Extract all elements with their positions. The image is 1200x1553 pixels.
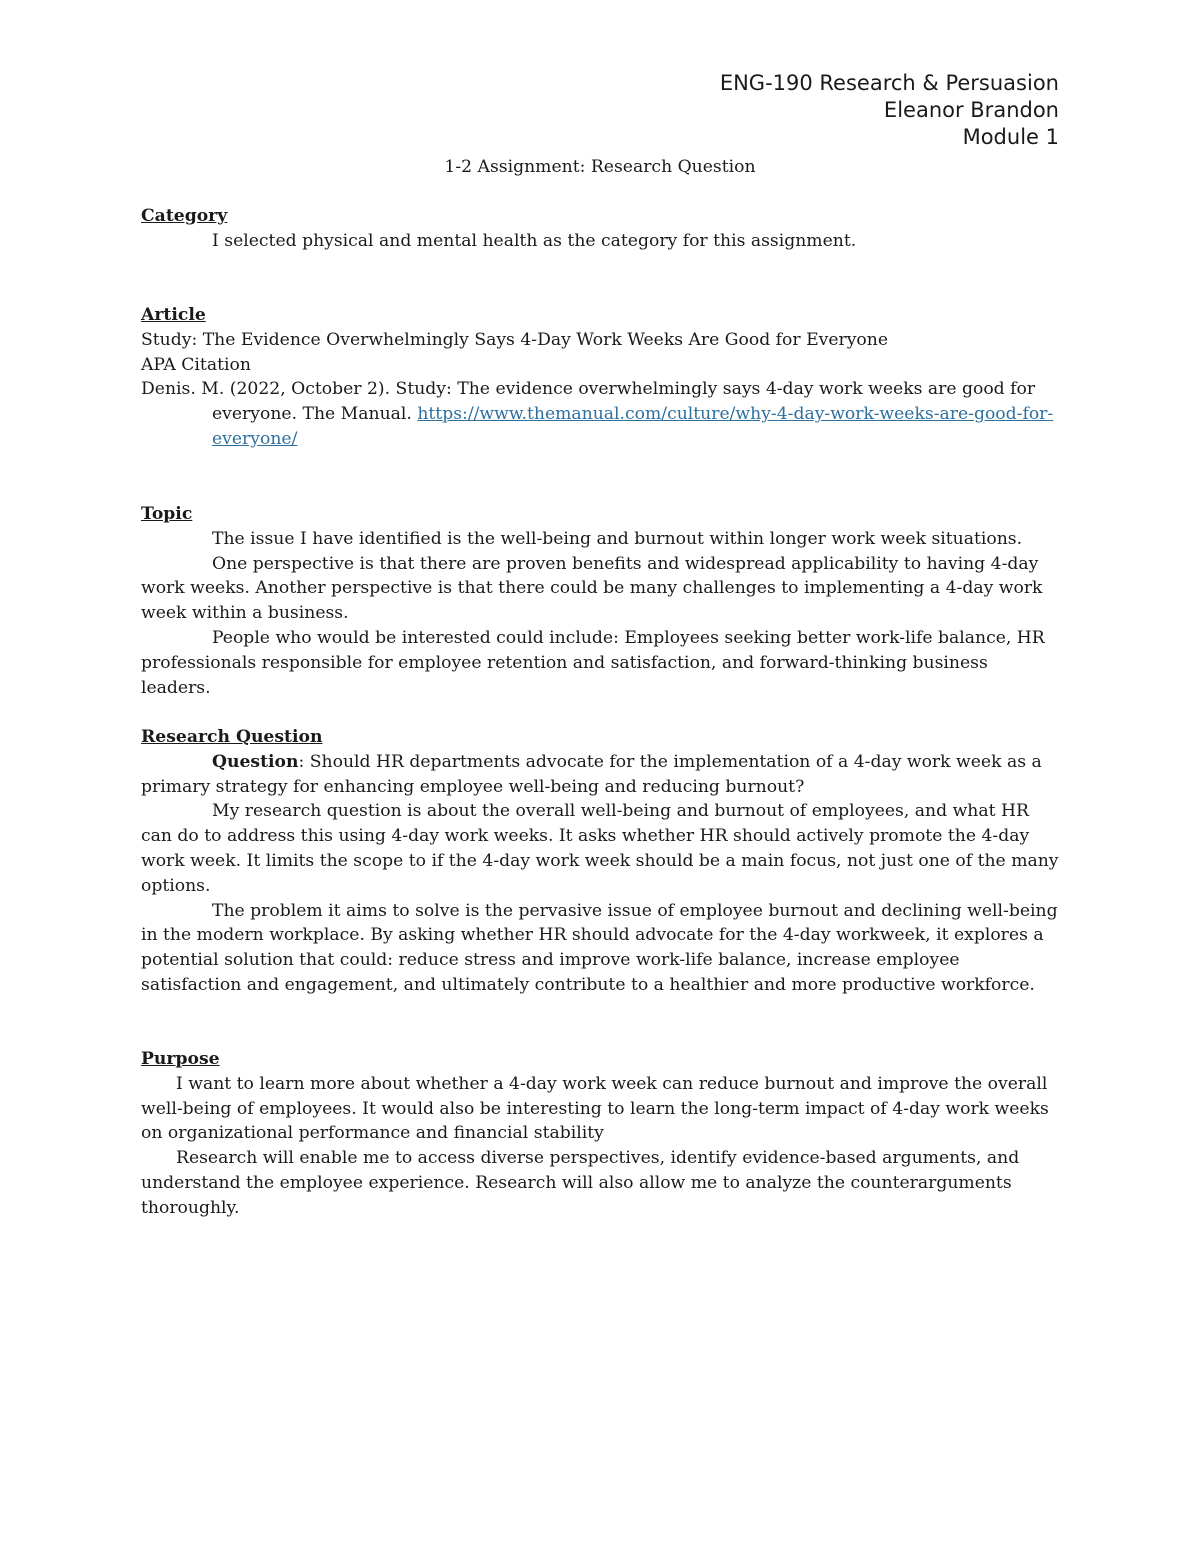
research-question-heading: Research Question [141, 727, 323, 747]
citation-text: Denis. M. (2022, October 2). Study: The evidence overwhelmingly says 4-day work weeks are good for everyone. The Manual. [141, 379, 1036, 425]
question-text: : Should HR departments advocate for the implementation of a 4-day work week as a primary strategy for enhancing employee well-being and reducing burnout? [141, 751, 1042, 797]
category-heading: Category [141, 206, 228, 226]
article-heading: Article [141, 305, 206, 325]
purpose-heading: Purpose [141, 1049, 220, 1069]
category-section [141, 204, 1061, 254]
topic-section [141, 502, 1061, 700]
citation-link[interactable]: https://www.themanual.com/culture/why-4-day-work-weeks-are-good-for-everyone/ [212, 404, 1054, 449]
module-label: Module 1 [962, 125, 1059, 149]
topic-paragraph-2: One perspective is that there are proven benefits and widespread applicability to having 4-day work weeks. Another perspective is that there could be many challenges to implementing a 4-day work week within a business. [141, 553, 1043, 624]
topic-heading: Topic [141, 504, 193, 524]
research-question-paragraph-3: The problem it aims to solve is the pervasive issue of employee burnout and declining well-being in the modern workplace. By asking whether HR should advocate for the 4-day workweek, it explores a potential solution that could: reduce stress and improve work-life balance, increase employee satisfaction and engagement, and ultimately contribute to a healthier and more productive workforce. [141, 900, 1058, 995]
topic-paragraph-1: The issue I have identified is the well-being and burnout within longer work week situations. [212, 528, 1023, 549]
category-text: I selected physical and mental health as the category for this assignment. [212, 230, 857, 251]
topic-paragraph-3: People who would be interested could include: Employees seeking better work-life balance, HR professionals responsible for employee retention and satisfaction, and forward-thinking business leaders. [141, 627, 1045, 698]
article-section [141, 303, 1061, 452]
course-name: ENG-190 Research & Persuasion [719, 71, 1059, 95]
purpose-paragraph-2: Research will enable me to access diverse perspectives, identify evidence-based arguments, and understand the employee experience. Research will also allow me to analyze the counterarguments thoroughly. [141, 1148, 1020, 1218]
document-header [720, 70, 1059, 151]
apa-citation-label: APA Citation [141, 354, 251, 375]
article-title: Study: The Evidence Overwhelmingly Says 4-Day Work Weeks Are Good for Everyone [141, 329, 889, 350]
research-question-section [141, 725, 1061, 998]
question-label: Question [212, 751, 299, 772]
assignment-title: 1-2 Assignment: Research Question [444, 157, 756, 177]
purpose-section [141, 1047, 1061, 1221]
research-question-paragraph-1 [141, 750, 1061, 800]
author-name: Eleanor Brandon [883, 98, 1059, 122]
research-question-paragraph-2: My research question is about the overall well-being and burnout of employees, and what HR can do to address this using 4-day work weeks. It asks whether HR should actively promote the 4-day work week. It limits the scope to if the 4-day work week should be a main focus, not just one of the many options. [141, 801, 1059, 896]
purpose-paragraph-1: I want to learn more about whether a 4-day work week can reduce burnout and improve the overall well-being of employees. It would also be interesting to learn the long-term impact of 4-day work weeks on organizational performance and financial stability [141, 1073, 1049, 1144]
apa-citation [141, 377, 1061, 451]
